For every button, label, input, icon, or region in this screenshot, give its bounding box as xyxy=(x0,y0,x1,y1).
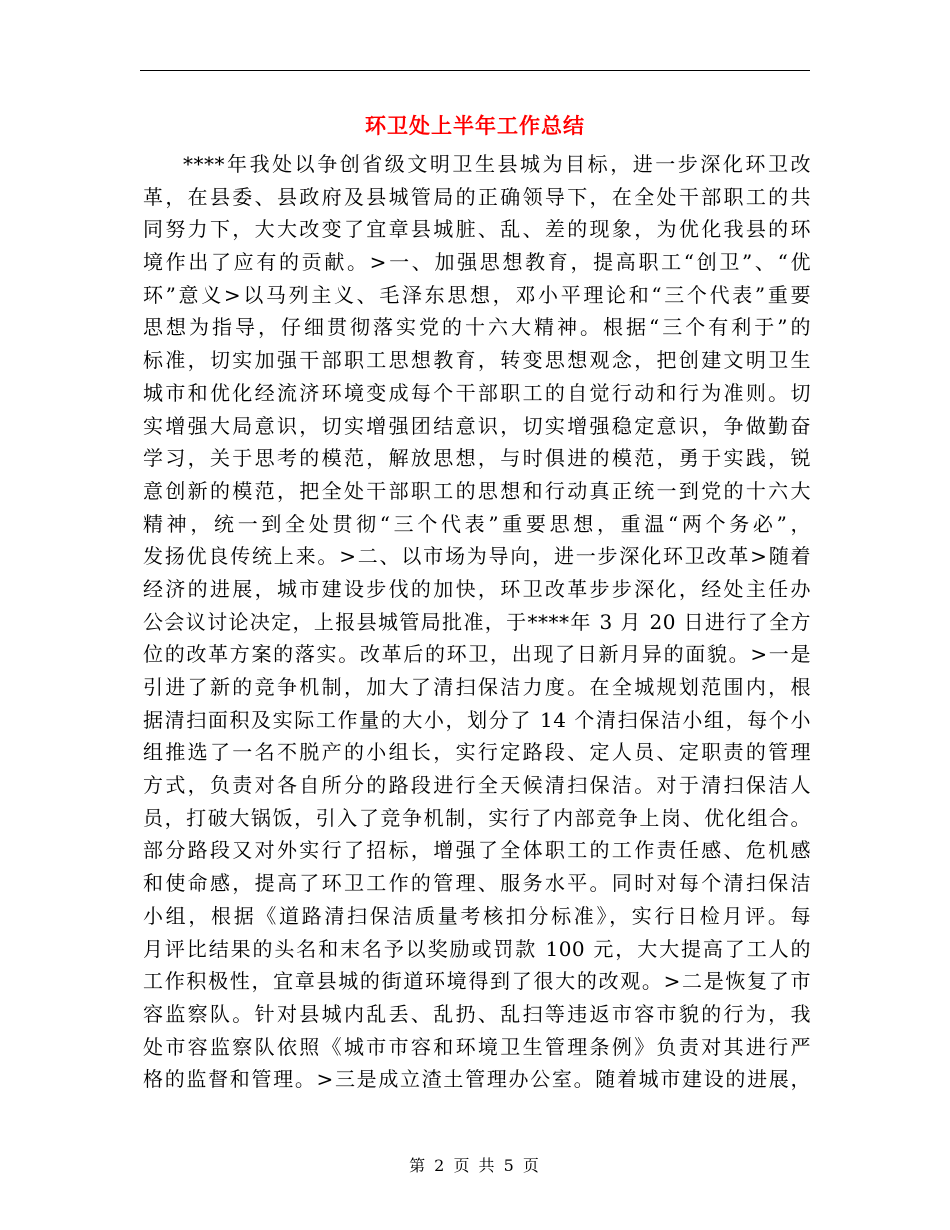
body-line: 环”意义>以马列主义、毛泽东思想，邓小平理论和“三个代表”重要 xyxy=(143,282,811,307)
body-line: 经济的进展，城市建设步伐的加快，环卫改革步步深化，经处主任办 xyxy=(143,576,811,601)
body-line: 同努力下，大大改变了宜章县城脏、乱、差的现象，为优化我县的环 xyxy=(143,217,811,242)
body-line: 容监察队。针对县城内乱丢、乱扔、乱扫等违返市容市貌的行为，我 xyxy=(143,1001,811,1026)
body-line: 组推选了一名不脱产的小组长，实行定路段、定人员、定职责的管理 xyxy=(143,740,811,765)
body-line: 学习，关于思考的模范，解放思想，与时俱进的模范，勇于实践，锐 xyxy=(143,446,811,471)
body-line: 工作积极性，宜章县城的街道环境得到了很大的改观。>二是恢复了市 xyxy=(143,969,811,994)
body-line: 革，在县委、县政府及县城管局的正确领导下，在全处干部职工的共 xyxy=(143,184,811,209)
body-line: 小组，根据《道路清扫保洁质量考核扣分标准》，实行日检月评。每 xyxy=(143,903,811,928)
body-line: 城市和优化经流济环境变成每个干部职工的自觉行动和行为准则。切 xyxy=(143,380,811,405)
body-line: 意创新的模范，把全处干部职工的思想和行动真正统一到党的十六大 xyxy=(143,478,811,503)
body-line: 公会议讨论决定，上报县城管局批准，于****年 3 月 20 日进行了全方 xyxy=(143,609,811,634)
body-line: 员，打破大锅饭，引入了竞争机制，实行了内部竞争上岗、优化组合。 xyxy=(143,805,811,830)
body-line: 部分路段又对外实行了招标，增强了全体职工的工作责任感、危机感 xyxy=(143,838,811,863)
body-line: 引进了新的竞争机制，加大了清扫保洁力度。在全城规划范围内，根 xyxy=(143,675,811,699)
body-line: 位的改革方案的落实。改革后的环卫，出现了日新月异的面貌。>一是 xyxy=(143,642,811,667)
document-body xyxy=(143,148,811,1096)
body-line: 标准，切实加强干部职工思想教育，转变思想观念，把创建文明卫生 xyxy=(143,348,811,373)
body-line: ****年我处以争创省级文明卫生县城为目标，进一步深化环卫改 xyxy=(183,152,811,176)
body-line: 处市容监察队依照《城市市容和环境卫生管理条例》负责对其进行严 xyxy=(143,1034,811,1059)
body-line: 据清扫面积及实际工作量的大小，划分了 14 个清扫保洁小组，每个小 xyxy=(143,707,811,732)
body-line: 发扬优良传统上来。>二、以市场为导向，进一步深化环卫改革>随着 xyxy=(143,544,811,569)
body-line: 和使命感，提高了环卫工作的管理、服务水平。同时对每个清扫保洁 xyxy=(143,871,811,896)
header-rule xyxy=(140,70,810,71)
body-line: 思想为指导，仔细贯彻落实党的十六大精神。根据“三个有利于”的 xyxy=(143,315,811,340)
body-line: 格的监督和管理。>三是成立渣土管理办公室。随着城市建设的进展， xyxy=(143,1067,811,1092)
page-number: 第 2 页 共 5 页 xyxy=(409,1156,541,1175)
body-line: 精神，统一到全处贯彻“三个代表”重要思想，重温“两个务必”， xyxy=(143,511,811,536)
body-line: 境作出了应有的贡献。>一、加强思想教育，提高职工“创卫”、“优 xyxy=(143,250,811,275)
body-line: 月评比结果的头名和末名予以奖励或罚款 100 元，大大提高了工人的 xyxy=(143,936,811,961)
body-line: 方式，负责对各自所分的路段进行全天候清扫保洁。对于清扫保洁人 xyxy=(143,773,811,798)
body-line: 实增强大局意识，切实增强团结意识，切实增强稳定意识，争做勤奋 xyxy=(143,413,811,438)
document-title: 环卫处上半年工作总结 xyxy=(365,113,585,138)
